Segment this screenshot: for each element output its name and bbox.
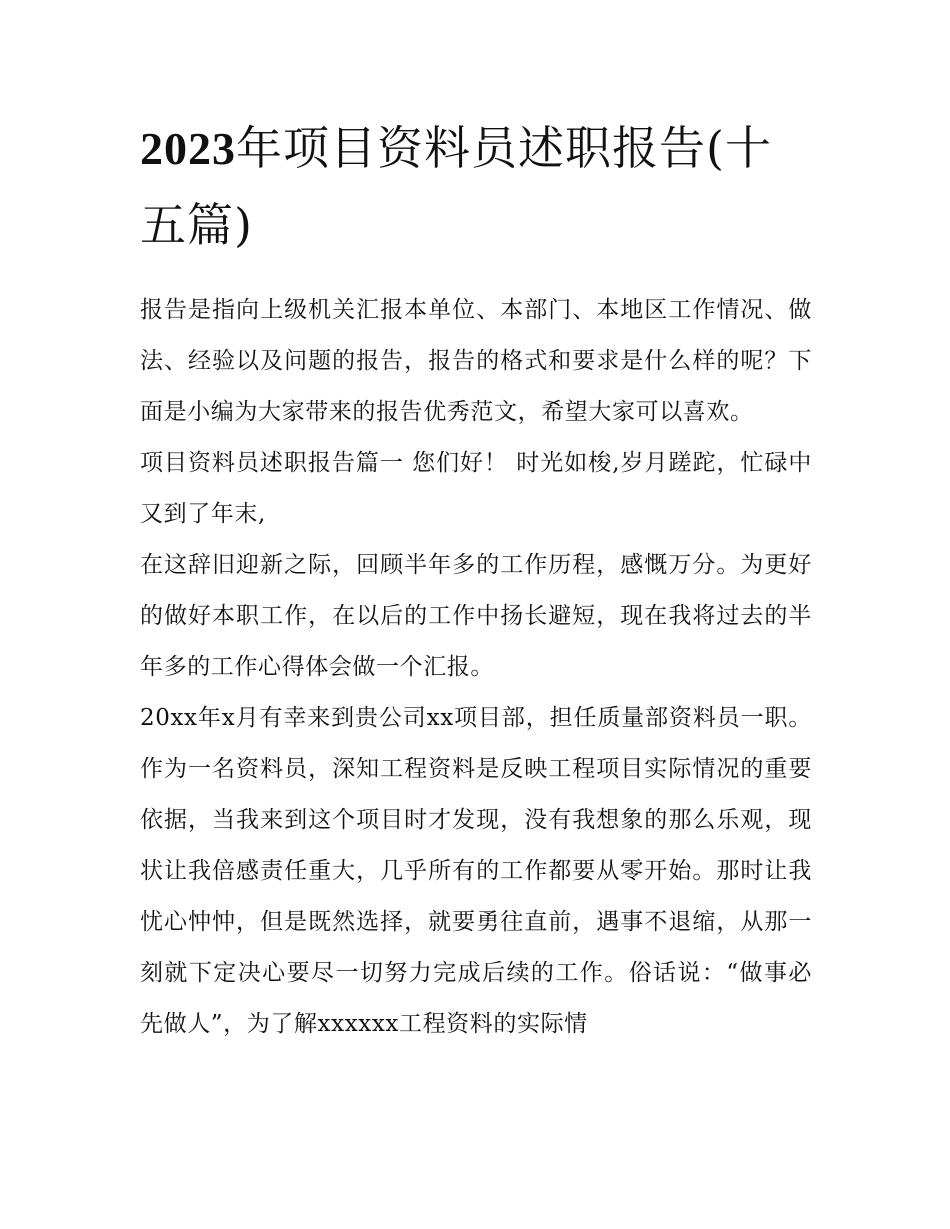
document-title: [140, 110, 812, 263]
review-paragraph: 在这辞旧迎新之际，回顾半年多的工作历程，感慨万分。为更好的做好本职工作，在以后的工作中扬长避短，现在我将过去的半年多的工作心得体会做一个汇报。: [140, 552, 812, 680]
title-year: 2023: [140, 123, 236, 174]
document-page: [140, 110, 812, 1050]
title-text: 年项目资料员述职报告(十五篇): [140, 121, 772, 252]
intro-paragraph: 报告是指向上级机关汇报本单位、本部门、本地区工作情况、做法、经验以及问题的报告，报告的格式和要求是什么样的呢？下面是小编为大家带来的报告优秀范文，希望大家可以喜欢。: [140, 297, 812, 425]
body-paragraph: 20xx年x月有幸来到贵公司xx项目部，担任质量部资料员一职。作为一名资料员，深知工程资料是反映工程项目实际情况的重要依据，当我来到这个项目时才发现，没有我想象的那么乐观，现状让我倍感责任重大，几乎所有的工作都要从零开始。那时让我忧心忡忡，但是既然选择，就要勇往直前，遇事不退缩，从那一刻就下定决心要尽一切努力完成后续的工作。俗话说：“做事必先做人”，为了解xxxxxx工程资料的实际情: [140, 705, 812, 1037]
greeting-paragraph: 项目资料员述职报告篇一 您们好！ 时光如梭,岁月蹉跎，忙碌中又到了年末,: [140, 450, 812, 527]
